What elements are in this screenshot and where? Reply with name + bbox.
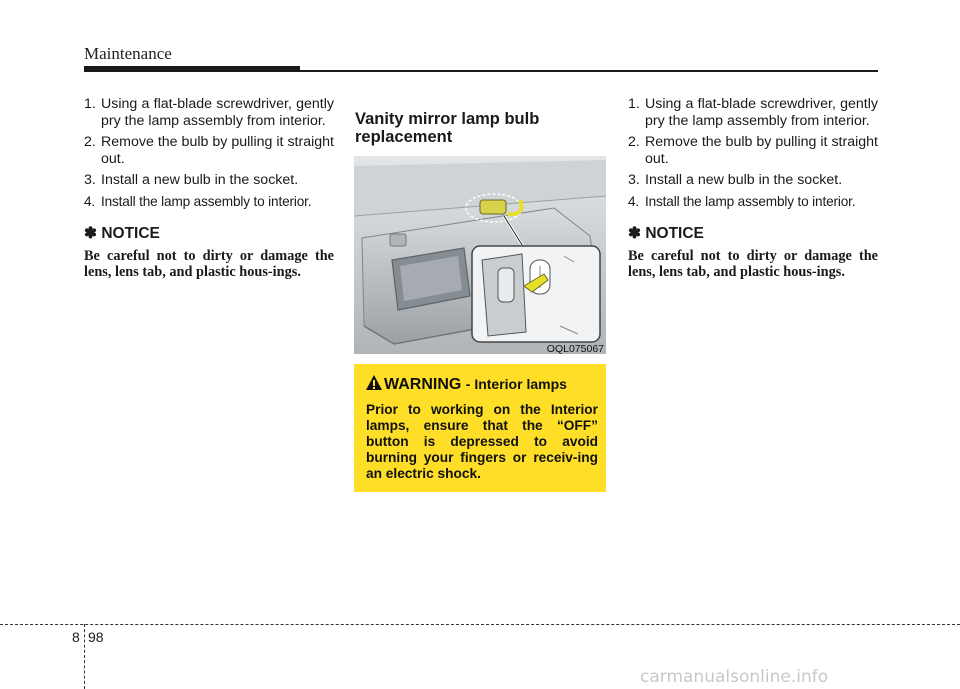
list-item bbox=[84, 194, 334, 211]
step-text: Install a new bulb in the socket. bbox=[645, 172, 843, 188]
step-number: 3. bbox=[84, 172, 96, 188]
list-item bbox=[628, 134, 878, 167]
step-number: 1. bbox=[628, 96, 640, 112]
step-text: Using a flat-blade screwdriver, gently pry the lamp assembly from interior. bbox=[101, 96, 334, 129]
step-number: 4. bbox=[628, 193, 640, 209]
chapter-number: 8 bbox=[72, 629, 80, 645]
notice-title: NOTICE bbox=[645, 225, 704, 242]
vanity-mirror-figure bbox=[354, 156, 606, 354]
footer-rule bbox=[0, 624, 960, 625]
list-item bbox=[84, 134, 334, 167]
footer-divider bbox=[84, 624, 85, 689]
step-text: Install the lamp assembly to interior. bbox=[645, 193, 856, 209]
step-text: Install the lamp assembly to interior. bbox=[101, 193, 312, 209]
notice-text: Be careful not to dirty or damage the lens, lens tab, and plastic hous-ings. bbox=[84, 248, 334, 280]
warning-box bbox=[354, 364, 606, 492]
page-number: 98 bbox=[88, 629, 104, 645]
notice-text: Be careful not to dirty or damage the lens, lens tab, and plastic hous-ings. bbox=[628, 248, 878, 280]
warning-label: WARNING bbox=[384, 376, 462, 393]
step-text: Remove the bulb by pulling it straight out. bbox=[645, 134, 878, 167]
step-number: 2. bbox=[84, 134, 96, 150]
list-item bbox=[628, 172, 878, 189]
left-steps-list bbox=[84, 96, 334, 210]
right-steps-list bbox=[628, 96, 878, 210]
notice-heading bbox=[84, 224, 334, 243]
notice-heading bbox=[628, 224, 878, 243]
right-column bbox=[628, 96, 878, 280]
warning-triangle-icon bbox=[365, 374, 383, 391]
notice-symbol-icon: ✽ bbox=[84, 225, 97, 242]
figure-caption: OQL075067 bbox=[546, 343, 604, 354]
list-item bbox=[84, 172, 334, 189]
warning-subtitle: - Interior lamps bbox=[465, 376, 567, 392]
list-item bbox=[628, 96, 878, 129]
step-number: 2. bbox=[628, 134, 640, 150]
step-text: Using a flat-blade screwdriver, gently pry the lamp assembly from interior. bbox=[645, 96, 878, 129]
step-text: Install a new bulb in the socket. bbox=[101, 172, 299, 188]
notice-symbol-icon: ✽ bbox=[628, 225, 641, 242]
step-text: Remove the bulb by pulling it straight out. bbox=[101, 134, 334, 167]
list-item bbox=[84, 96, 334, 129]
warning-title bbox=[384, 376, 567, 394]
header-thick-bar bbox=[84, 66, 300, 72]
step-number: 3. bbox=[628, 172, 640, 188]
watermark-text[interactable]: carmanualsonline.info bbox=[640, 667, 829, 687]
header-rule bbox=[300, 70, 878, 72]
list-item bbox=[628, 194, 878, 211]
warning-text: Prior to working on the Interior lamps, ensure that the “OFF” button is depressed to avoid burning your fingers or receiv-ing an electric shock. bbox=[366, 402, 598, 481]
page-header-title: Maintenance bbox=[84, 44, 172, 63]
notice-title: NOTICE bbox=[101, 225, 160, 242]
left-column bbox=[84, 96, 334, 280]
section-heading: Vanity mirror lamp bulb replacement bbox=[355, 110, 540, 146]
vanity-mirror-illustration bbox=[354, 156, 606, 354]
step-number: 4. bbox=[84, 193, 96, 209]
step-number: 1. bbox=[84, 96, 96, 112]
